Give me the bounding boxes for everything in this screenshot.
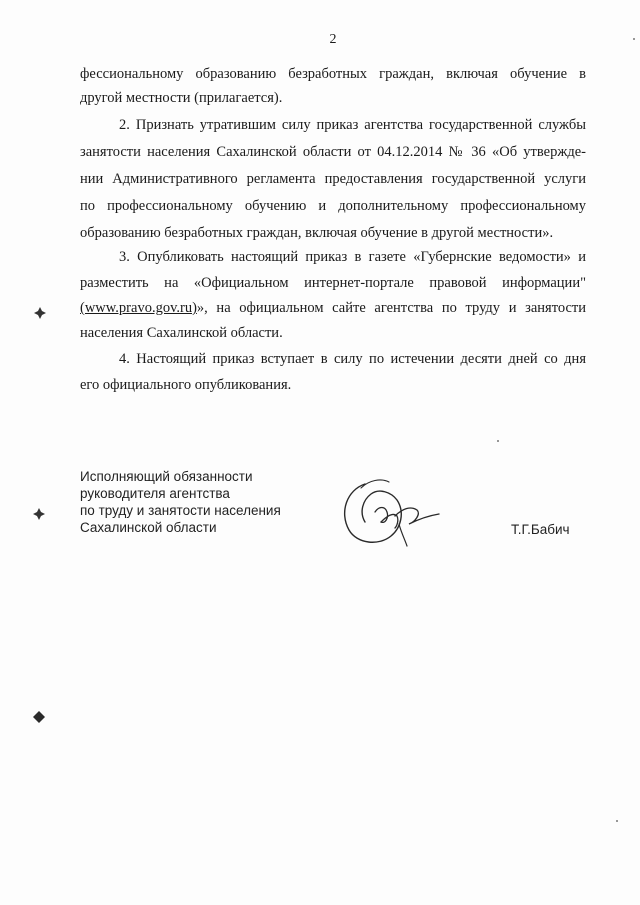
page-number: 2 (329, 32, 337, 47)
paragraph-3-line-1: 3. Опубликовать настоящий приказ в газете «Губернские ведомости» и (119, 249, 586, 265)
position-line-3: по труду и занятости населения (80, 503, 281, 518)
paragraph-3-line-4: населения Сахалинской области. (80, 325, 283, 341)
paragraph-2-line-2: занятости населения Сахалинской области от 04.12.2014 № 36 «Об утвержде- (80, 144, 586, 160)
punch-hole-mark (33, 711, 45, 723)
pravo-link[interactable]: (www.pravo.gov.ru) (80, 300, 197, 316)
paragraph-3-line-3 (80, 301, 586, 316)
signatory-position (80, 468, 320, 536)
paragraph-2-line-1: 2. Признать утратившим силу приказ агентства государственной службы (119, 117, 586, 133)
paragraph-2-line-3: нии Административного регламента предоставления государственной услуги (80, 171, 586, 187)
scan-speck (497, 440, 499, 442)
paragraph-3-line-3-text: », на официальном сайте агентства по труду и занятости (196, 300, 586, 316)
signer-name: Т.Г.Бабич (511, 522, 570, 537)
paragraph-1-line-1: фессиональному образованию безработных граждан, включая обучение в (80, 66, 586, 82)
paragraph-2-line-5: образованию безработных граждан, включая обучение в другой местности». (80, 225, 554, 241)
paragraph-4-line-1: 4. Настоящий приказ вступает в силу по истечении десяти дней со дня (119, 351, 586, 367)
paragraph-1-line-2: другой местности (прилагается). (80, 90, 283, 106)
handwritten-signature (335, 472, 445, 552)
punch-hole-mark (33, 508, 45, 520)
position-line-2: руководителя агентства (80, 486, 230, 501)
paragraph-3-line-2: разместить на «Официальном интернет-портале правовой информации" (80, 275, 586, 291)
position-line-1: Исполняющий обязанности (80, 469, 253, 484)
scan-speck (633, 38, 635, 40)
punch-hole-mark (34, 307, 46, 319)
paragraph-4-line-2: его официального опубликования. (80, 377, 292, 393)
paragraph-2-line-4: по профессиональному обучению и дополнительному профессиональному (80, 198, 586, 214)
scan-speck (616, 820, 618, 822)
position-line-4: Сахалинской области (80, 520, 217, 535)
